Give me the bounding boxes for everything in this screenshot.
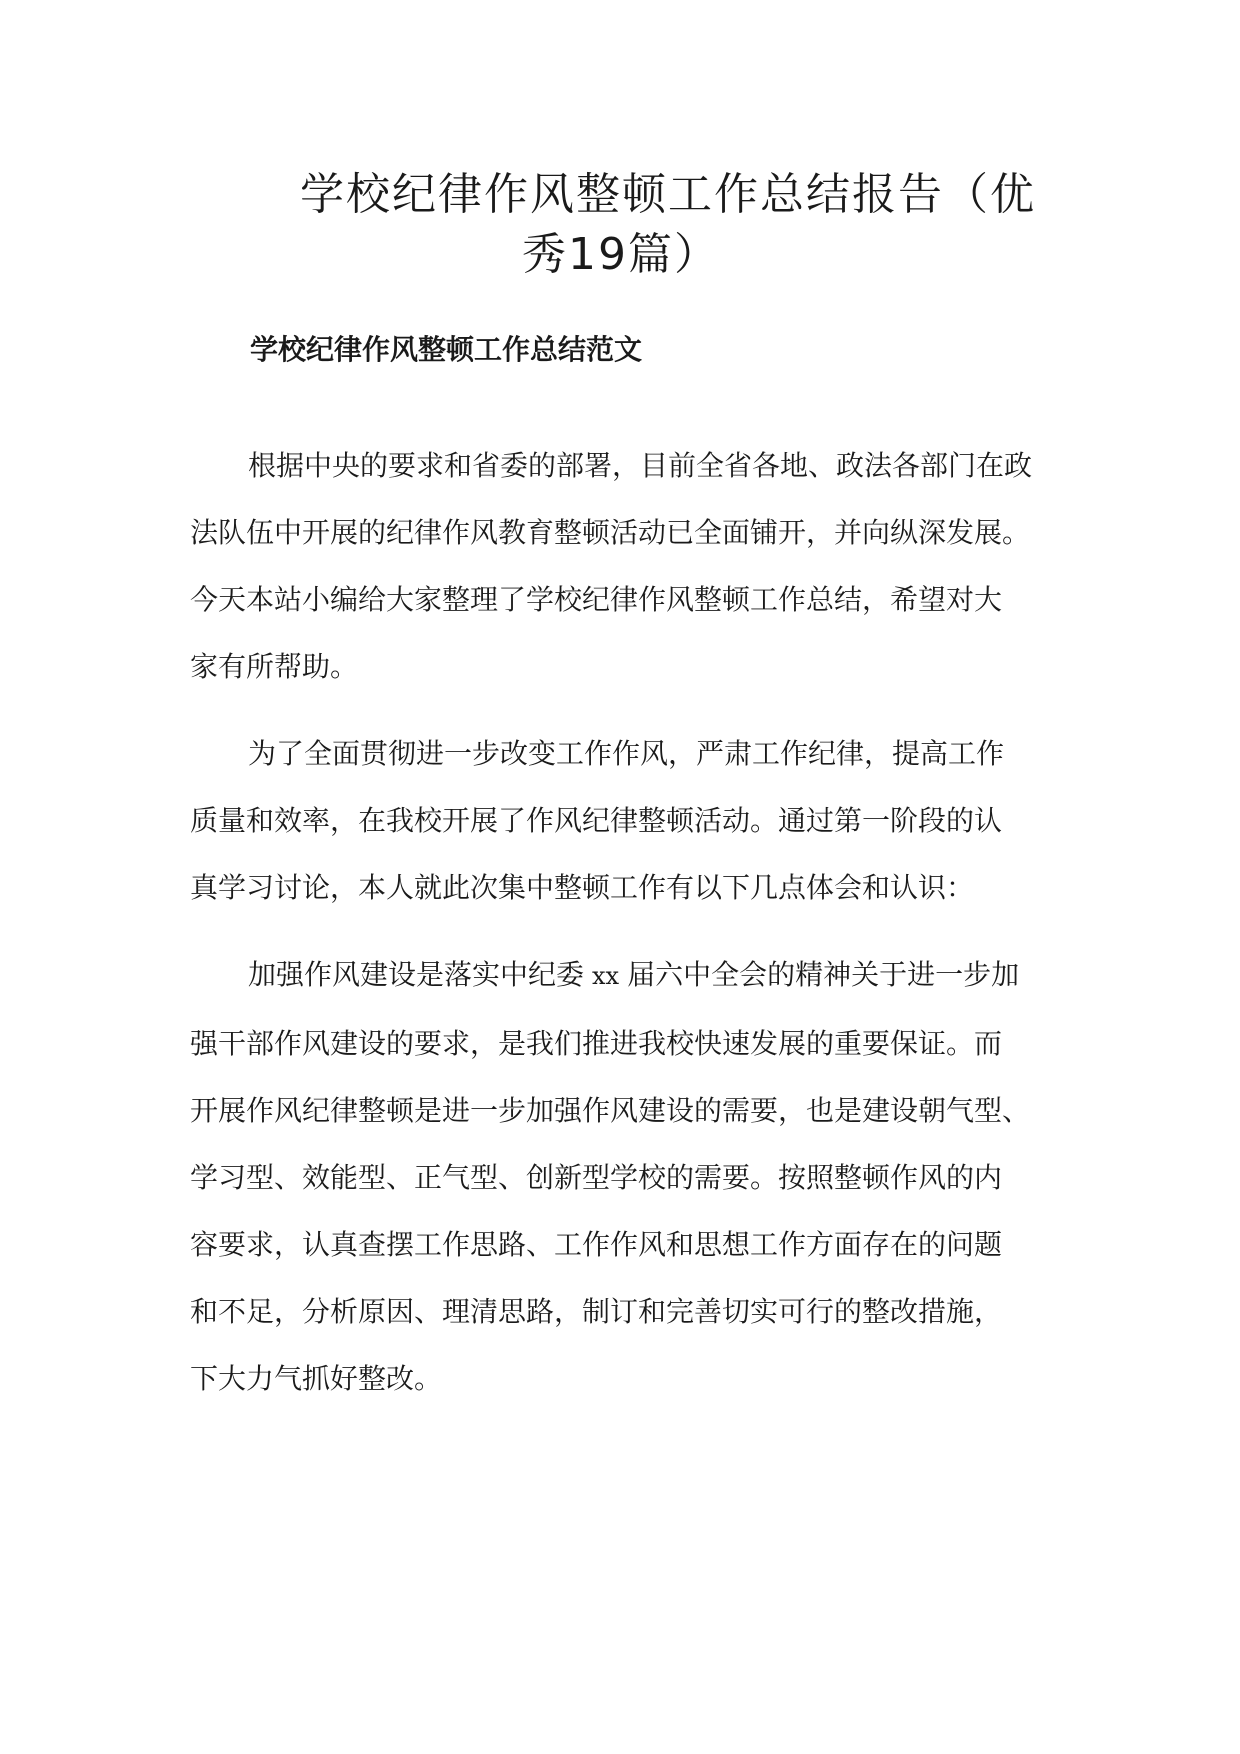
paragraph-line: 根据中央的要求和省委的部署，目前全省各地、政法各部门在政 — [248, 449, 1033, 482]
section-heading: 学校纪律作风整顿工作总结范文 — [250, 333, 643, 366]
paragraph-line: 法队伍中开展的纪律作风教育整顿活动已全面铺开，并向纵深发展。 — [190, 516, 1031, 549]
paragraph-line: 家有所帮助。 — [190, 650, 359, 683]
paragraph-line: 今天本站小编给大家整理了学校纪律作风整顿工作总结，希望对大 — [190, 583, 1003, 616]
document-title — [300, 165, 1060, 285]
paragraph-line — [190, 941, 1050, 1010]
title-line: 秀19篇） — [522, 229, 720, 280]
placeholder-text: xx — [592, 962, 620, 990]
text-segment: 加强作风建设是落实中纪委 — [248, 958, 585, 991]
paragraph-line: 下大力气抓好整改。 — [190, 1362, 443, 1395]
paragraph — [190, 432, 1050, 700]
paragraph-line: 和不足，分析原因、理清思路，制订和完善切实可行的整改措施， — [190, 1295, 1003, 1328]
paragraph-line: 强干部作风建设的要求，是我们推进我校快速发展的重要保证。而 — [190, 1027, 1003, 1060]
title-line: 学校纪律作风整顿工作总结报告（优 — [300, 169, 1036, 220]
paragraph-line: 学习型、效能型、正气型、创新型学校的需要。按照整顿作风的内 — [190, 1161, 1003, 1194]
paragraph-line: 为了全面贯彻进一步改变工作作风，严肃工作纪律，提高工作 — [248, 737, 1005, 770]
document-body — [190, 432, 1050, 1432]
paragraph — [190, 720, 1050, 921]
paragraph — [190, 941, 1050, 1412]
paragraph-line: 质量和效率，在我校开展了作风纪律整顿活动。通过第一阶段的认 — [190, 804, 1003, 837]
paragraph-line: 真学习讨论，本人就此次集中整顿工作有以下几点体会和认识： — [190, 871, 975, 904]
text-segment: 届六中全会的精神关于进一步加 — [627, 958, 1020, 991]
paragraph-line: 开展作风纪律整顿是进一步加强作风建设的需要，也是建设朝气型、 — [190, 1094, 1031, 1127]
paragraph-line: 容要求，认真查摆工作思路、工作作风和思想工作方面存在的问题 — [190, 1228, 1003, 1261]
